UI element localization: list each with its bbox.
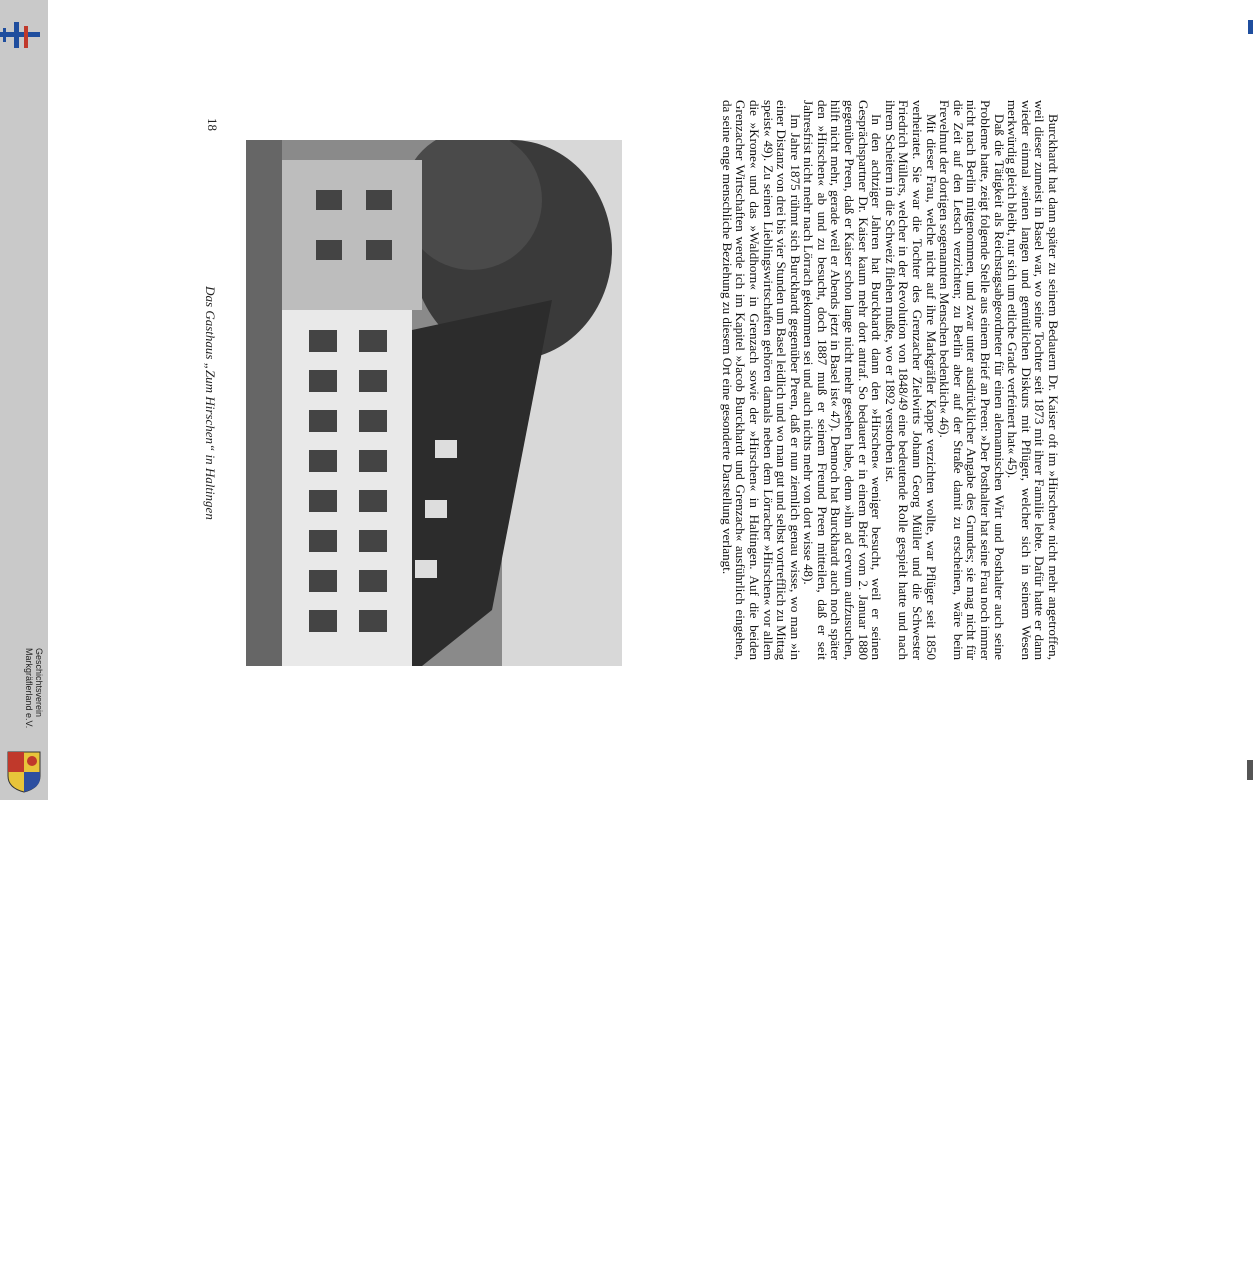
paragraph-5: Im Jahre 1875 rühmt sich Burckhardt gegenüber Preen, daß er nun ziemlich genau wisse, wo man »in einer Distanz von drei bis vier Stunden um Basel leidlich und wo man gut und selbst vortrefflich zu Mittag speist« 49). Zu seinen Lieblingswirtschaften gehören damals neben dem Lörracher »Hirschen« vor allem die »Krone« und das »Waldhorn« in Grenzach sowie der »Hirschen« in Haltingen. Auf die beiden Grenzacher Wirtschaften werde ich im Kapitel »Jacob Burckhardt und Grenzach« ausführlich eingehen, da seine enge menschliche Beziehung zu diesem Ort eine gesonderte Darstellung verlangt.	[719, 100, 803, 660]
ub-logo-icon	[0, 20, 40, 50]
society-line-1: Geschichtsverein	[34, 648, 44, 718]
scanned-page	[180, 100, 1060, 1270]
paragraph-2: Daß die Tätigkeit als Reichstagsabgeordneter für einen alemannischen Wirt und Posthalter auch seine Probleme hatte, zeigt folgende Stelle aus einem Brief an Preen: »Der Posthalter hat seine Frau noch immer nicht nach Berlin mitgenommen, und zwar unter ausdrücklicher Angabe des Grundes; sie mag nicht für die Zeit auf den Letsch verzichten; zu Berlin aber auf der Straße damit zu erscheinen, wäre beim Frevelmut der dortigen sogenannten Menschen bedenklich« 46).	[937, 100, 1007, 660]
society-line-2: Markgräflerland e.V.	[24, 648, 34, 729]
page-text-column	[720, 100, 1060, 660]
paragraph-1: Burckhardt hat dann später zu seinem Bedauern Dr. Kaiser oft im »Hirschen« nicht mehr angetroffen, weil dieser zumeist in Basel war, wo seine Tochter seit 1873 mit ihrer Familie lebte. Dafür hatte er dann wieder einmal »einen langen und gemütlichen Diskurs mit Pflüger, welcher sich in seinem Wesen merkwürdig gleich bleibt, nur sich um etliche Grade verfeinert hat« 45).	[1005, 100, 1061, 660]
viewer-sidebar	[0, 0, 48, 800]
gasthaus-photo	[246, 140, 622, 666]
paragraph-3: Mit dieser Frau, welche nicht auf ihre Markgräfler Kappe verzichten wollte, war Pflüger seit 1850 verheiratet. Sie war die Tochter des Grenzacher Zielwirts Johann Georg Müller und die Schwester Friedrich Müllers, welcher in der Revolution von 1848/49 eine bedeutende Rolle gespielt hatte und nach ihrem Scheitern in die Schweiz fliehen mußte, wo er 1892 verstorben ist.	[882, 100, 939, 660]
page-number: 18	[205, 118, 220, 131]
right-edge-marks	[1244, 0, 1254, 800]
society-crest-icon	[6, 750, 42, 794]
photo-caption: Das Gasthaus „Zum Hirschen“ in Haltingen	[203, 286, 218, 520]
paragraph-4: In den achtziger Jahren hat Burckhardt dann den »Hirschen« weniger besucht, weil er seinen Gesprächspartner Dr. Kaiser kaum mehr dort antraf. So bedauert er in einem Brief vom 2. Januar 1880 gegenüber Preen, daß er Kaiser schon lange nicht mehr gesehen habe, denn »ihn ad cervum aufzusuchen, hilft nicht mehr, gerade weil er Abends jetzt in Basel ist« 47). Dennoch hat Burckhardt auch noch später den »Hirschen« ab und zu besucht, doch 1887 muß er seinem Freund Preen mitteilen, daß er seit Jahresfrist nicht mehr nach Lörrach gekommen sei und auch nichts mehr von dort wisse 48).	[801, 100, 885, 660]
